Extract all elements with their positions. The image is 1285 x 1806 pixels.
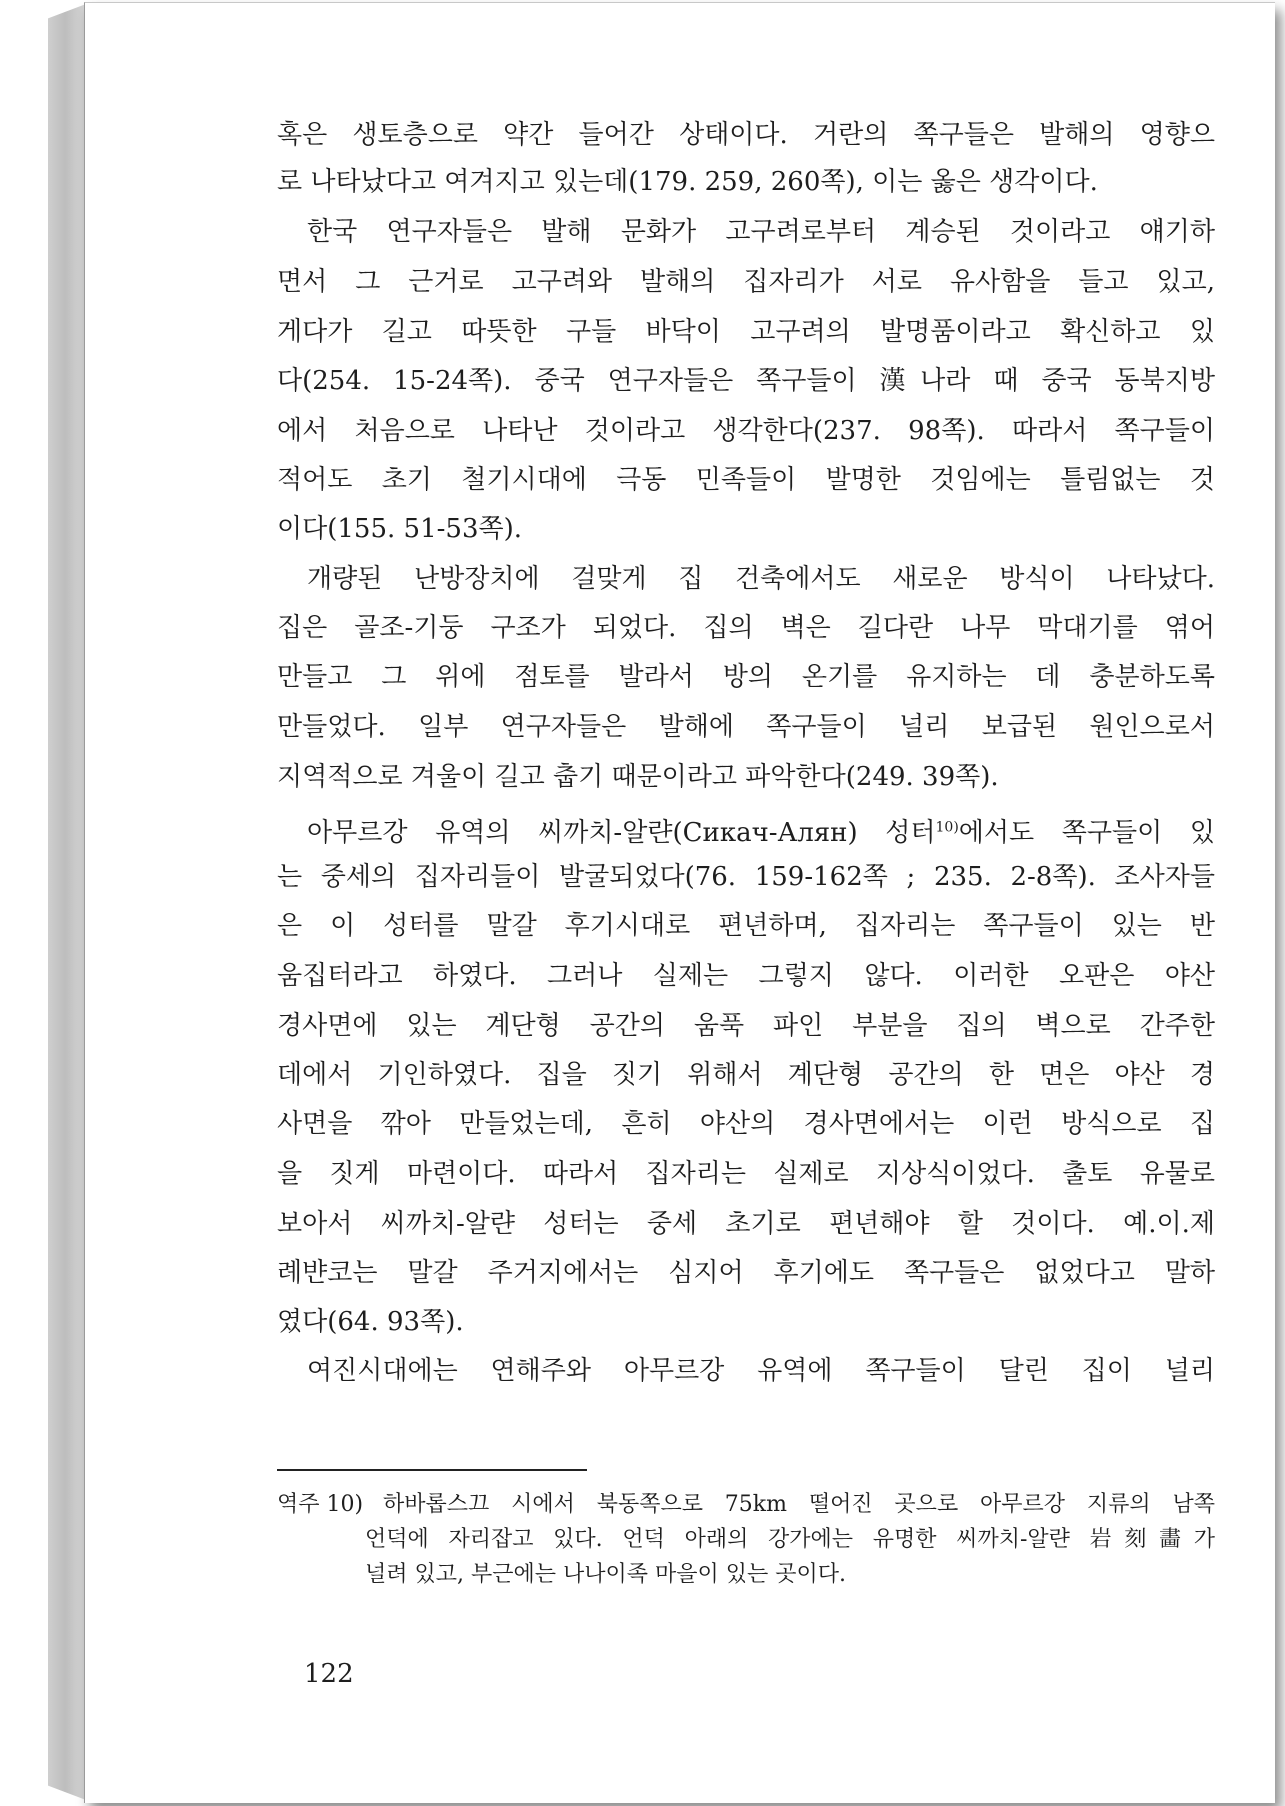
- text-line: [277, 808, 1215, 846]
- text-line: 에서 처음으로 나타난 것이라고 생각한다(237. 98쪽). 따라서 쪽구들이: [277, 416, 1215, 446]
- text-line: 만들고 그 위에 점토를 발라서 방의 온기를 유지하는 데 충분하도록: [277, 662, 1215, 692]
- text-line: 적어도 초기 철기시대에 극동 민족들이 발명한 것임에는 틀림없는 것: [277, 465, 1215, 495]
- footnote-line: 하바롭스끄 시에서 북동쪽으로 75km 떨어진 곳으로 아무르강 지류의 남쪽: [383, 1492, 1215, 1517]
- text-line: 은 이 성터를 말갈 후기시대로 편년하며, 집자리는 쪽구들이 있는 반: [277, 911, 1215, 941]
- text-line: 만들었다. 일부 연구자들은 발해에 쪽구들이 널리 보급된 원인으로서: [277, 712, 1215, 742]
- text-line: 혹은 생토층으로 약간 들어간 상태이다. 거란의 쪽구들은 발해의 영향으: [277, 120, 1215, 150]
- text-line: 사면을 깎아 만들었는데, 흔히 야산의 경사면에서는 이런 방식으로 집: [277, 1109, 1215, 1139]
- text-line: 다(254. 15-24쪽). 중국 연구자들은 쪽구들이 漢나라 때 중국 동북지방: [277, 366, 1215, 396]
- text-line: 였다(64. 93쪽).: [277, 1307, 464, 1337]
- footnote-label: 역주 10): [277, 1492, 364, 1517]
- text-line: 움집터라고 하였다. 그러나 실제는 그렇지 않다. 이러한 오판은 야산: [277, 961, 1215, 991]
- text-line: 집은 골조-기둥 구조가 되었다. 집의 벽은 길다란 나무 막대기를 엮어: [277, 613, 1215, 643]
- footnote-line: 언덕에 자리잡고 있다. 언덕 아래의 강가에는 유명한 씨까치-알랸 岩刻畵가: [365, 1527, 1215, 1552]
- text-line: 을 짓게 마련이다. 따라서 집자리는 실제로 지상식이었다. 출토 유물로: [277, 1159, 1215, 1189]
- book-spine: [48, 4, 86, 1800]
- page-number: 122: [304, 1659, 354, 1689]
- text-line: 보아서 씨까치-알랸 성터는 중세 초기로 편년해야 할 것이다. 예.이.제: [277, 1209, 1215, 1239]
- text-line: 례뱐코는 말갈 주거지에서는 심지어 후기에도 쪽구들은 없었다고 말하: [277, 1258, 1215, 1288]
- text-line: 이다(155. 51-53쪽).: [277, 514, 523, 544]
- footnote-line: 널려 있고, 부근에는 나나이족 마을이 있는 곳이다.: [365, 1562, 846, 1587]
- text-line-content: 아무르강 유역의 씨까치-알랸(Сикач-Алян) 성터$^{10)}$에서도 쪽구들이 있: [307, 817, 1215, 848]
- footnote-divider: [277, 1469, 587, 1471]
- text-line: 개량된 난방장치에 걸맞게 집 건축에서도 새로운 방식이 나타났다.: [307, 564, 1215, 594]
- text-line: 는 중세의 집자리들이 발굴되었다(76. 159-162쪽 ; 235. 2-8쪽). 조사자들: [277, 862, 1215, 892]
- text-line: 면서 그 근거로 고구려와 발해의 집자리가 서로 유사함을 들고 있고,: [277, 267, 1215, 297]
- text-line: 경사면에 있는 계단형 공간의 움푹 파인 부분을 집의 벽으로 간주한: [277, 1011, 1215, 1041]
- text-line: 게다가 길고 따뜻한 구들 바닥이 고구려의 발명품이라고 확신하고 있: [277, 317, 1215, 347]
- book-page: [84, 2, 1275, 1803]
- text-line: 여진시대에는 연해주와 아무르강 유역에 쪽구들이 달린 집이 널리: [307, 1356, 1215, 1386]
- text-line: 로 나타났다고 여겨지고 있는데(179. 259, 260쪽), 이는 옳은 생각이다.: [277, 167, 1098, 197]
- text-line: 한국 연구자들은 발해 문화가 고구려로부터 계승된 것이라고 얘기하: [307, 217, 1215, 247]
- text-line: 지역적으로 겨울이 길고 춥기 때문이라고 파악한다(249. 39쪽).: [277, 762, 999, 792]
- text-line: 데에서 기인하였다. 집을 짓기 위해서 계단형 공간의 한 면은 야산 경: [277, 1060, 1215, 1090]
- footnote-marker: 10): [935, 819, 959, 835]
